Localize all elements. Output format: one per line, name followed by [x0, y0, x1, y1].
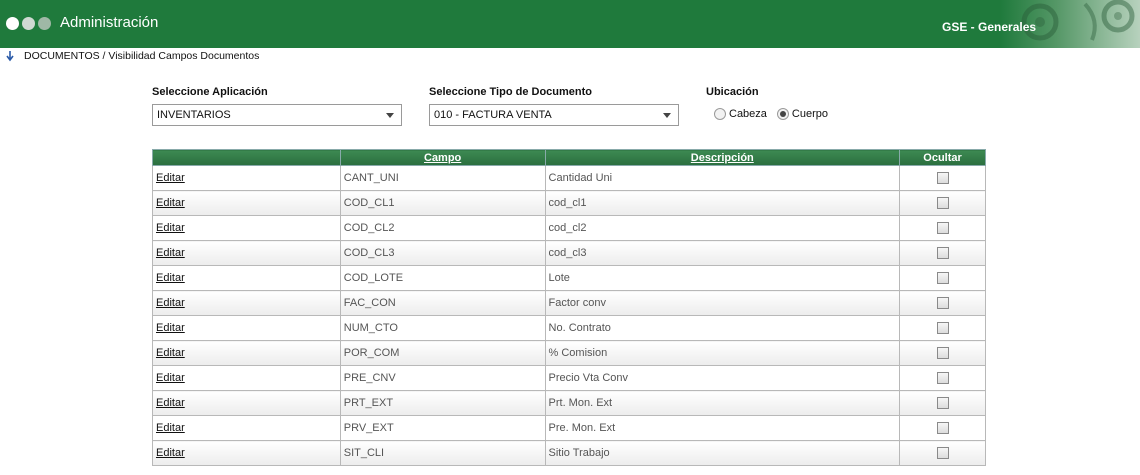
table-row	[153, 166, 986, 191]
descripcion-cell: Sitio Trabajo	[545, 441, 900, 466]
edit-cell	[153, 191, 341, 216]
descripcion-cell: cod_cl1	[545, 191, 900, 216]
ocultar-cell	[900, 266, 986, 291]
breadcrumb	[4, 50, 259, 62]
ocultar-checkbox[interactable]	[937, 297, 949, 309]
radio-cuerpo[interactable]	[777, 108, 789, 120]
edit-cell	[153, 241, 341, 266]
tipo-documento-label: Seleccione Tipo de Documento	[429, 86, 592, 98]
window-dots	[6, 17, 51, 30]
campo-cell: NUM_CTO	[340, 316, 545, 341]
table-row	[153, 341, 986, 366]
col-edit-header	[153, 150, 341, 166]
tipo-documento-value: 010 - FACTURA VENTA	[434, 109, 552, 121]
col-ocultar-header: Ocultar	[900, 150, 986, 166]
ocultar-cell	[900, 366, 986, 391]
arrow-down-icon	[4, 50, 16, 62]
table-row	[153, 266, 986, 291]
table-row	[153, 441, 986, 466]
ocultar-checkbox[interactable]	[937, 172, 949, 184]
table-row	[153, 391, 986, 416]
ocultar-checkbox[interactable]	[937, 422, 949, 434]
campo-cell: PRT_EXT	[340, 391, 545, 416]
ocultar-cell	[900, 216, 986, 241]
ocultar-cell	[900, 341, 986, 366]
app-title: Administración	[60, 14, 159, 31]
table-header-row	[153, 150, 986, 166]
descripcion-cell: Cantidad Uni	[545, 166, 900, 191]
descripcion-cell: cod_cl2	[545, 216, 900, 241]
ocultar-checkbox[interactable]	[937, 397, 949, 409]
campo-cell: COD_LOTE	[340, 266, 545, 291]
app-header	[0, 0, 1140, 48]
edit-link[interactable]: Editar	[156, 222, 185, 234]
breadcrumb-text: DOCUMENTOS / Visibilidad Campos Documentos	[24, 50, 260, 62]
edit-cell	[153, 316, 341, 341]
edit-link[interactable]: Editar	[156, 172, 185, 184]
dot-icon	[38, 17, 51, 30]
descripcion-cell: No. Contrato	[545, 316, 900, 341]
edit-link[interactable]: Editar	[156, 372, 185, 384]
dot-icon	[22, 17, 35, 30]
campo-cell: PRE_CNV	[340, 366, 545, 391]
edit-cell	[153, 166, 341, 191]
table-row	[153, 191, 986, 216]
campo-cell: CANT_UNI	[340, 166, 545, 191]
tipo-documento-select[interactable]	[429, 104, 679, 126]
campos-table	[152, 149, 986, 466]
edit-link[interactable]: Editar	[156, 197, 185, 209]
edit-cell	[153, 341, 341, 366]
descripcion-cell: Factor conv	[545, 291, 900, 316]
ocultar-cell	[900, 441, 986, 466]
table-row	[153, 241, 986, 266]
table-row	[153, 416, 986, 441]
dot-icon	[6, 17, 19, 30]
campo-cell: PRV_EXT	[340, 416, 545, 441]
col-descripcion-header[interactable]: Descripción	[545, 150, 900, 166]
edit-cell	[153, 366, 341, 391]
descripcion-cell: Lote	[545, 266, 900, 291]
table-row	[153, 316, 986, 341]
ocultar-checkbox[interactable]	[937, 347, 949, 359]
campo-cell: COD_CL1	[340, 191, 545, 216]
edit-cell	[153, 266, 341, 291]
descripcion-cell: Pre. Mon. Ext	[545, 416, 900, 441]
aplicacion-value: INVENTARIOS	[157, 109, 231, 121]
edit-link[interactable]: Editar	[156, 447, 185, 459]
ocultar-cell	[900, 241, 986, 266]
ocultar-checkbox[interactable]	[937, 447, 949, 459]
chevron-down-icon	[386, 113, 394, 118]
descripcion-cell: % Comision	[545, 341, 900, 366]
edit-link[interactable]: Editar	[156, 247, 185, 259]
descripcion-cell: cod_cl3	[545, 241, 900, 266]
radio-cuerpo-label: Cuerpo	[791, 108, 828, 120]
aplicacion-label: Seleccione Aplicación	[152, 86, 268, 98]
edit-cell	[153, 441, 341, 466]
ocultar-checkbox[interactable]	[937, 222, 949, 234]
table-row	[153, 366, 986, 391]
ocultar-cell	[900, 391, 986, 416]
edit-cell	[153, 216, 341, 241]
chevron-down-icon	[663, 113, 671, 118]
radio-cabeza-label: Cabeza	[729, 108, 767, 120]
edit-link[interactable]: Editar	[156, 322, 185, 334]
col-campo-header[interactable]: Campo	[340, 150, 545, 166]
edit-link[interactable]: Editar	[156, 272, 185, 284]
edit-cell	[153, 391, 341, 416]
edit-cell	[153, 416, 341, 441]
ocultar-checkbox[interactable]	[937, 197, 949, 209]
ocultar-cell	[900, 316, 986, 341]
aplicacion-select[interactable]	[152, 104, 402, 126]
edit-link[interactable]: Editar	[156, 422, 185, 434]
edit-cell	[153, 291, 341, 316]
ocultar-checkbox[interactable]	[937, 247, 949, 259]
ocultar-cell	[900, 191, 986, 216]
edit-link[interactable]: Editar	[156, 347, 185, 359]
radio-cabeza[interactable]	[714, 108, 726, 120]
ubicacion-label: Ubicación	[706, 86, 759, 98]
campo-cell: POR_COM	[340, 341, 545, 366]
ocultar-cell	[900, 416, 986, 441]
campo-cell: COD_CL2	[340, 216, 545, 241]
ocultar-cell	[900, 166, 986, 191]
ubicacion-radio-group	[714, 108, 838, 120]
brand-label: GSE - Generales	[942, 20, 1037, 34]
table-row	[153, 216, 986, 241]
edit-link[interactable]: Editar	[156, 397, 185, 409]
ocultar-cell	[900, 291, 986, 316]
descripcion-cell: Prt. Mon. Ext	[545, 391, 900, 416]
campo-cell: COD_CL3	[340, 241, 545, 266]
edit-link[interactable]: Editar	[156, 297, 185, 309]
ocultar-checkbox[interactable]	[937, 322, 949, 334]
campo-cell: SIT_CLI	[340, 441, 545, 466]
descripcion-cell: Precio Vta Conv	[545, 366, 900, 391]
ocultar-checkbox[interactable]	[937, 372, 949, 384]
table-row	[153, 291, 986, 316]
campo-cell: FAC_CON	[340, 291, 545, 316]
ocultar-checkbox[interactable]	[937, 272, 949, 284]
